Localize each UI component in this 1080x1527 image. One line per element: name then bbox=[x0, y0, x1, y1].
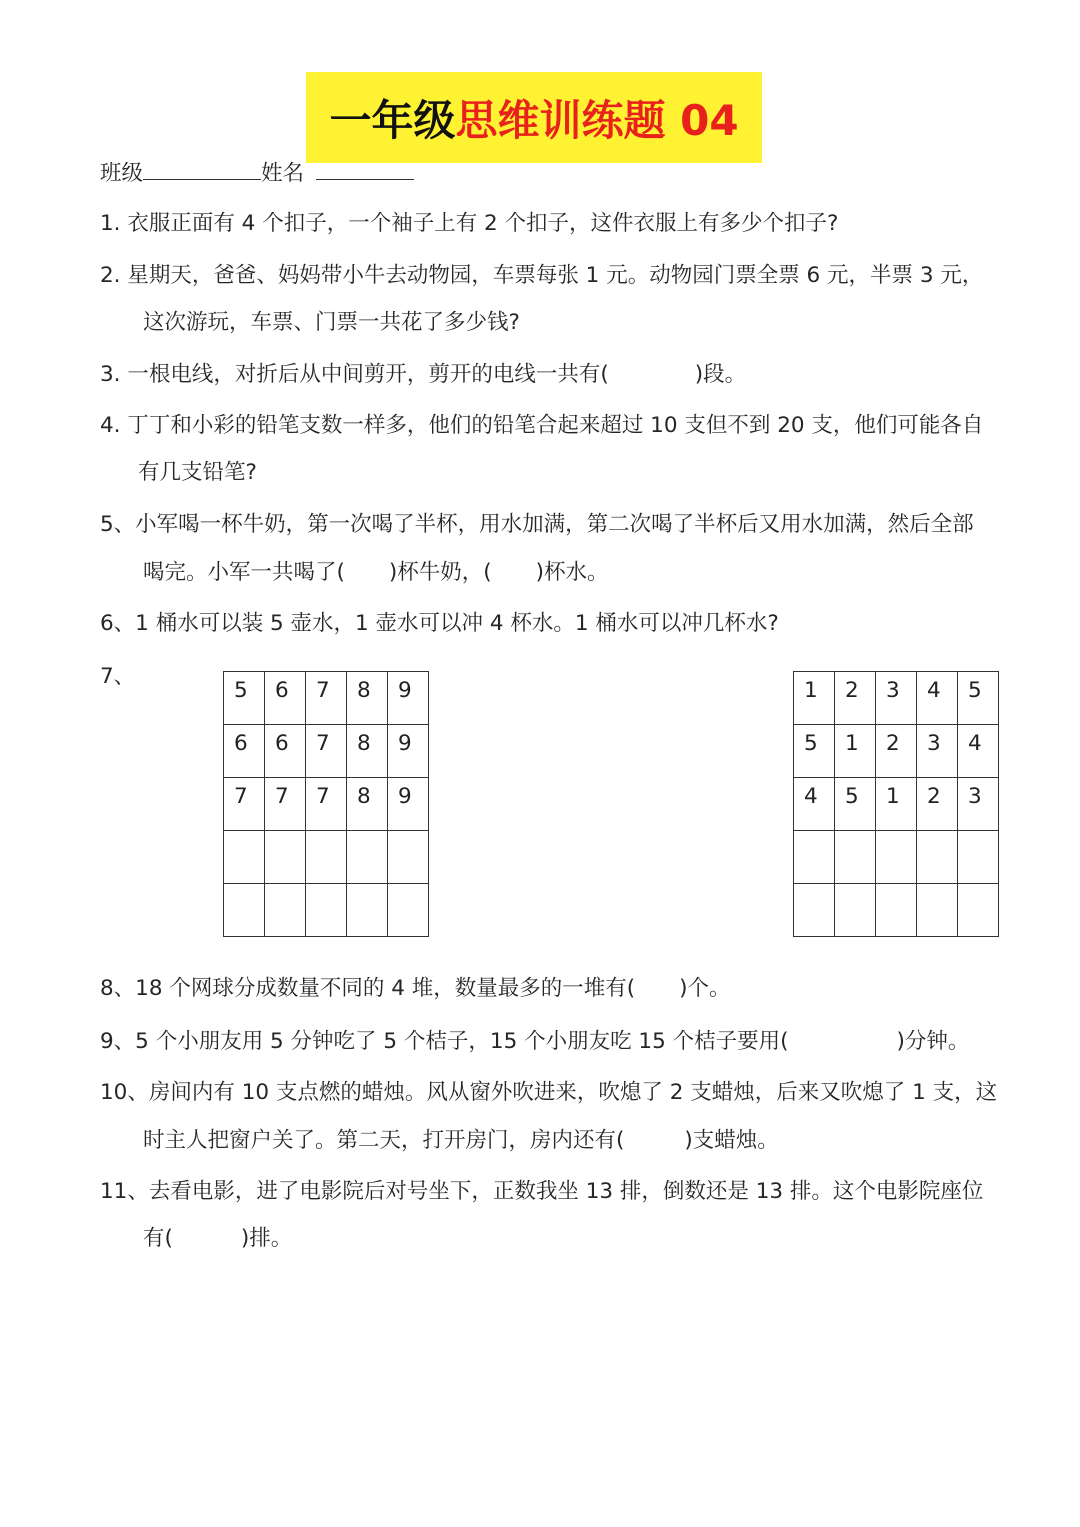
grid-answer-cell[interactable] bbox=[917, 831, 958, 884]
question-5-line-2 bbox=[143, 558, 609, 588]
question-11-text: 有( bbox=[143, 1226, 173, 1251]
grid-answer-cell[interactable] bbox=[876, 831, 917, 884]
grid-cell: 5 bbox=[794, 725, 835, 778]
grid-row bbox=[224, 831, 429, 884]
grid-answer-cell[interactable] bbox=[306, 884, 347, 937]
question-10-line-1: 10、房间内有 10 支点燃的蜡烛。风从窗外吹进来，吹熄了 2 支蜡烛，后来又吹熄了 1 支，这 bbox=[100, 1080, 998, 1105]
question-4-line-2: 有几支铅笔? bbox=[138, 460, 257, 485]
grid-cell: 7 bbox=[306, 672, 347, 725]
question-10-line-2 bbox=[143, 1126, 779, 1156]
grid-cell: 8 bbox=[347, 778, 388, 831]
grid-cell: 4 bbox=[794, 778, 835, 831]
grid-answer-cell[interactable] bbox=[388, 831, 429, 884]
grid-cell: 8 bbox=[347, 672, 388, 725]
question-10-text: 时主人把窗户关了。第二天，打开房门，房内还有( bbox=[143, 1128, 625, 1153]
grid-row bbox=[794, 725, 999, 778]
question-3-end: )段。 bbox=[694, 362, 747, 387]
question-7-label: 7、 bbox=[100, 664, 136, 689]
question-11-line-1: 11、去看电影，进了电影院后对号坐下，正数我坐 13 排，倒数还是 13 排。这个电影院座位 bbox=[100, 1179, 984, 1204]
question-11-end: )排。 bbox=[240, 1226, 293, 1251]
grid-cell: 1 bbox=[835, 725, 876, 778]
grid-cell: 2 bbox=[876, 725, 917, 778]
number-grid-right bbox=[793, 671, 999, 937]
question-5-line-1: 5、小军喝一杯牛奶，第一次喝了半杯，用水加满，第二次喝了半杯后又用水加满，然后全部 bbox=[100, 512, 974, 537]
grid-answer-cell[interactable] bbox=[794, 884, 835, 937]
grid-cell: 3 bbox=[958, 778, 999, 831]
question-8-end: )个。 bbox=[679, 976, 731, 1001]
title-grade: 一年级 bbox=[329, 95, 456, 145]
grid-cell: 5 bbox=[958, 672, 999, 725]
grid-answer-cell[interactable] bbox=[958, 884, 999, 937]
grid-answer-cell[interactable] bbox=[388, 884, 429, 937]
question-5-text-b: )杯牛奶，( bbox=[388, 560, 492, 585]
grid-answer-cell[interactable] bbox=[835, 831, 876, 884]
question-3-text: 3. 一根电线，对折后从中间剪开，剪开的电线一共有( bbox=[100, 362, 609, 387]
grid-answer-cell[interactable] bbox=[876, 884, 917, 937]
question-5-text-a: 喝完。小军一共喝了( bbox=[143, 560, 345, 585]
question-9 bbox=[100, 1027, 969, 1057]
grid-cell: 9 bbox=[388, 778, 429, 831]
grid-cell: 5 bbox=[224, 672, 265, 725]
question-9-end: )分钟。 bbox=[896, 1029, 970, 1054]
grid-cell: 1 bbox=[794, 672, 835, 725]
question-9-text: 9、5 个小朋友用 5 分钟吃了 5 个桔子，15 个小朋友吃 15 个桔子要用( bbox=[100, 1029, 789, 1054]
question-8-text: 8、18 个网球分成数量不同的 4 堆，数量最多的一堆有( bbox=[100, 976, 636, 1001]
grid-cell: 7 bbox=[224, 778, 265, 831]
grid-cell: 1 bbox=[876, 778, 917, 831]
grid-cell: 3 bbox=[876, 672, 917, 725]
header-line bbox=[100, 157, 414, 189]
grid-answer-cell[interactable] bbox=[958, 831, 999, 884]
grid-answer-cell[interactable] bbox=[306, 831, 347, 884]
grid-cell: 6 bbox=[224, 725, 265, 778]
grid-answer-cell[interactable] bbox=[835, 884, 876, 937]
question-4-line-1: 4. 丁丁和小彩的铅笔支数一样多，他们的铅笔合起来超过 10 支但不到 20 支，他们可能各自 bbox=[100, 413, 984, 438]
grid-row bbox=[794, 778, 999, 831]
question-8 bbox=[100, 974, 731, 1004]
grid-cell: 6 bbox=[265, 725, 306, 778]
grid-row bbox=[224, 884, 429, 937]
grid-row bbox=[224, 725, 429, 778]
class-field[interactable] bbox=[143, 157, 261, 180]
name-label: 姓名 bbox=[261, 161, 305, 186]
grid-cell: 3 bbox=[917, 725, 958, 778]
grid-cell: 2 bbox=[917, 778, 958, 831]
question-2-line-2: 这次游玩，车票、门票一共花了多少钱? bbox=[143, 310, 520, 335]
grid-cell: 9 bbox=[388, 725, 429, 778]
grid-cell: 7 bbox=[265, 778, 306, 831]
grid-row bbox=[794, 884, 999, 937]
grid-answer-cell[interactable] bbox=[265, 884, 306, 937]
grid-answer-cell[interactable] bbox=[265, 831, 306, 884]
grid-cell: 5 bbox=[835, 778, 876, 831]
grid-row bbox=[794, 672, 999, 725]
grid-cell: 4 bbox=[958, 725, 999, 778]
question-11-line-2 bbox=[143, 1224, 292, 1254]
grid-answer-cell[interactable] bbox=[347, 831, 388, 884]
grid-cell: 8 bbox=[347, 725, 388, 778]
question-2-line-1: 2. 星期天，爸爸、妈妈带小牛去动物园，车票每张 1 元。动物园门票全票 6 元，半票 3 元， bbox=[100, 263, 984, 288]
grid-cell: 2 bbox=[835, 672, 876, 725]
grid-answer-cell[interactable] bbox=[224, 884, 265, 937]
grid-cell: 7 bbox=[306, 778, 347, 831]
grid-answer-cell[interactable] bbox=[347, 884, 388, 937]
grid-cell: 4 bbox=[917, 672, 958, 725]
question-3 bbox=[100, 360, 746, 390]
number-grid-left bbox=[223, 671, 429, 937]
grid-row bbox=[224, 778, 429, 831]
grid-answer-cell[interactable] bbox=[917, 884, 958, 937]
question-10-end: )支蜡烛。 bbox=[684, 1128, 779, 1153]
grid-cell: 7 bbox=[306, 725, 347, 778]
question-1: 1. 衣服正面有 4 个扣子，一个袖子上有 2 个扣子，这件衣服上有多少个扣子? bbox=[100, 211, 839, 236]
grid-cell: 6 bbox=[265, 672, 306, 725]
grid-row bbox=[794, 831, 999, 884]
name-field[interactable] bbox=[316, 157, 414, 180]
question-6: 6、1 桶水可以装 5 壶水，1 壶水可以冲 4 杯水。1 桶水可以冲几杯水? bbox=[100, 611, 779, 636]
page-title bbox=[306, 72, 762, 163]
question-5-text-c: )杯水。 bbox=[535, 560, 609, 585]
title-subject: 思维训练题 04 bbox=[455, 95, 739, 145]
grid-answer-cell[interactable] bbox=[224, 831, 265, 884]
grid-cell: 9 bbox=[388, 672, 429, 725]
class-label: 班级 bbox=[100, 161, 144, 186]
grid-answer-cell[interactable] bbox=[794, 831, 835, 884]
grid-row bbox=[224, 672, 429, 725]
